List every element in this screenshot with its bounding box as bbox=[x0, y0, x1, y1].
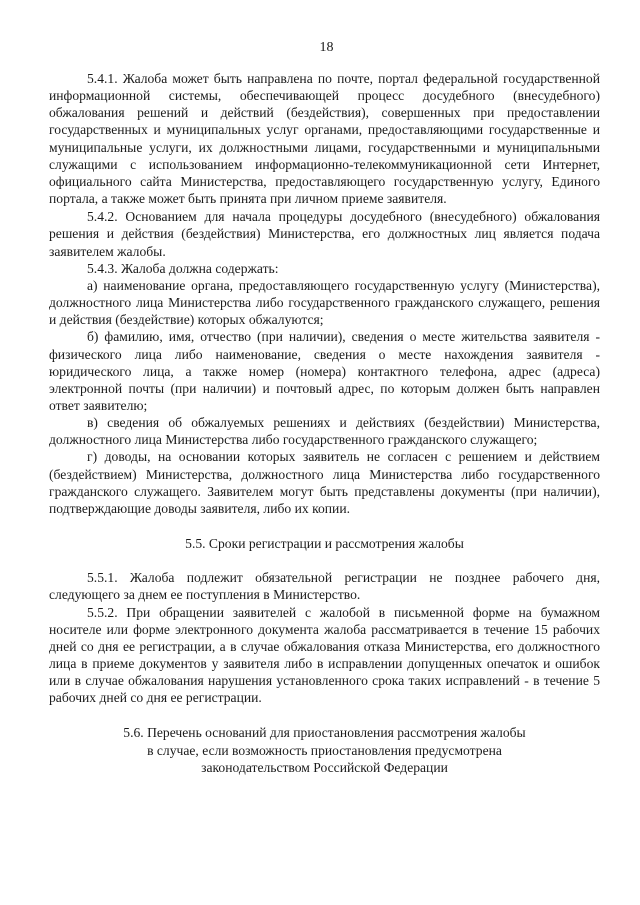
paragraph-5-5-2: 5.5.2. При обращении заявителей с жалобой в письменной форме на бумажном носителе или форме электронного документа жалоба рассматривается в течение 15 рабочих дней со дня ее регистрации, а в случае обжалования отказа Министерства, его должностного лица в приеме документов у заявителя либо в исправлении допущенных опечаток и ошибок или в случае обжалования нарушения установленного срока таких исправлений - в течение 5 рабочих дней со дня ее регистрации. bbox=[49, 604, 600, 706]
section-heading-5-6 bbox=[49, 724, 600, 775]
list-item-b: б) фамилию, имя, отчество (при наличии), сведения о месте жительства заявителя - физического лица либо наименование, сведения о месте нахождения заявителя - юридического лица, а также номер (номера) контактного телефона, адрес (адреса) электронной почты (при наличии) и почтовый адрес, по которым должен быть направлен ответ заявителю; bbox=[49, 329, 600, 413]
paragraph-5-4-1: 5.4.1. Жалоба может быть направлена по почте, портал федеральной государственной информационной системы, обеспечивающей процесс досудебного (внесудебного) обжалования решений и действий (бездействия), совершенных при предоставлении государственных и муниципальных услуг органами, предоставляющими государственные и муниципальные услуги, их должностными лицами, государственными и муниципальными служащими с использованием информационно-телекоммуникационной сети Интернет, официального сайта Министерства, предоставляющего государственную услугу, Единого портала, а также может быть принята при личном приеме заявителя. bbox=[49, 71, 600, 207]
section-heading-5-6-line-1: 5.6. Перечень оснований для приостановления рассмотрения жалобы bbox=[123, 725, 526, 741]
page-number: 18 bbox=[319, 40, 334, 55]
paragraph-5-4-2: 5.4.2. Основанием для начала процедуры досудебного (внесудебного) обжалования решения и действия (бездействия) Министерства, его должностных лиц является подача заявителем жалобы. bbox=[49, 209, 600, 259]
list-item-v: в) сведения об обжалуемых решениях и действиях (бездействии) Министерства, должностного лица Министерства либо государственного гражданского служащего; bbox=[49, 415, 600, 448]
section-heading-5-6-line-3: законодательством Российской Федерации bbox=[201, 759, 448, 775]
paragraph-5-5-1: 5.5.1. Жалоба подлежит обязательной регистрации не позднее рабочего дня, следующего за днем ее поступления в Министерство. bbox=[49, 570, 600, 603]
section-heading-5-6-line-2: в случае, если возможность приостановления предусмотрена bbox=[147, 742, 502, 758]
list-item-a: а) наименование органа, предоставляющего государственную услугу (Министерства), должностного лица Министерства либо государственного гражданского служащего, решения и действия (бездействие) которых обжалуются; bbox=[49, 277, 600, 328]
section-heading-5-5: 5.5. Сроки регистрации и рассмотрения жалобы bbox=[185, 536, 464, 552]
paragraph-5-4-3: 5.4.3. Жалоба должна содержать: bbox=[87, 260, 279, 276]
document-body bbox=[49, 70, 600, 776]
list-item-g: г) доводы, на основании которых заявитель не согласен с решением и действием (бездействием) Министерства, должностного лица Министерства либо государственного гражданского служащего. Заявителем могут быть представлены документы (при наличии), подтверждающие доводы заявителя, либо их копии. bbox=[49, 449, 600, 516]
